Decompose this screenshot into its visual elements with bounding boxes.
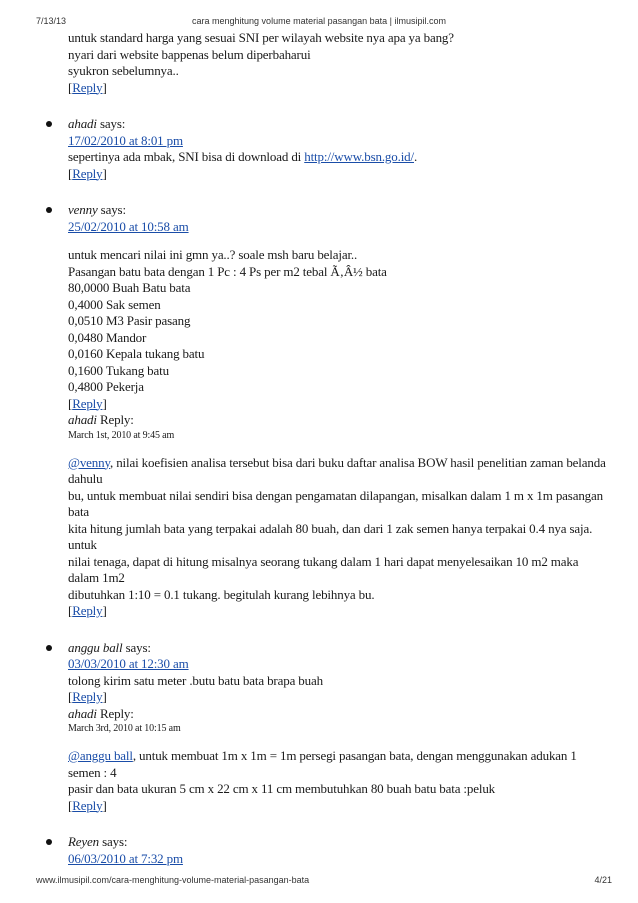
reply-text-line: , nilai koefisien analisa tersebut bisa dari buku daftar analisa BOW hasil penelitian zaman belanda dahulu — [68, 454, 606, 486]
comment-reyen — [68, 834, 608, 867]
comment-author: ahadi — [68, 116, 97, 131]
reply-word: Reply: — [99, 412, 134, 427]
comment-author: venny — [68, 202, 98, 217]
reply-link[interactable]: Reply — [72, 797, 103, 813]
comment-text-line: syukron sebelumnya.. — [68, 63, 179, 78]
reply-word: Reply: — [99, 705, 134, 721]
comment-text-line: untuk standard harga yang sesuai SNI per wilayah website nya apa ya bang? — [68, 30, 454, 45]
print-date: 7/13/13 — [36, 16, 67, 26]
comment-date-link[interactable]: 06/03/2010 at 7:32 pm — [68, 850, 183, 866]
reply-text-line: kita hitung jumlah bata yang terpakai adalah 80 buah, dan dari 1 zak semen hanya terpakai 0.4 nya saja. untuk — [68, 520, 593, 552]
comment-text-line: nyari dari website bappenas belum diperbaharui — [68, 46, 311, 62]
mention-link[interactable]: @venny — [68, 454, 110, 470]
reply-link[interactable]: Reply — [72, 689, 103, 704]
reply-link[interactable]: Reply — [72, 165, 103, 181]
reply-text-line: dibutuhkan 1:10 = 0.1 tukang. begitulah kurang lebihnya bu. — [68, 586, 375, 602]
says-label: says: — [102, 834, 128, 849]
reply-date: March 3rd, 2010 at 10:15 am — [68, 723, 181, 734]
bsn-url-link[interactable]: http://www.bsn.go.id/ — [304, 149, 414, 164]
page-title: cara menghitung volume material pasangan bata | ilmusipil.com — [192, 16, 446, 26]
comment-text: tolong kirim satu meter .butu batu bata brapa buah — [68, 672, 323, 688]
reply-control: [Reply] — [68, 689, 107, 704]
admin-reply-anggu-ball — [68, 706, 608, 815]
reply-control: [Reply] — [68, 603, 107, 618]
page-number: 4/21 — [594, 875, 612, 885]
comment-date-link[interactable]: 03/03/2010 at 12:30 am — [68, 656, 189, 671]
says-label: says: — [100, 202, 126, 217]
comment-date-link[interactable]: 25/02/2010 at 10:58 am — [68, 218, 189, 234]
comment-text-line: 0,1600 Tukang batu — [68, 362, 169, 378]
comment-text-part: . — [414, 149, 418, 164]
reply-date: March 1st, 2010 at 9:45 am — [68, 429, 175, 441]
comment-date-link[interactable]: 17/02/2010 at 8:01 pm — [68, 132, 183, 148]
comment-text-line: 0,0480 Mandor — [68, 329, 147, 345]
comment-venny — [68, 202, 608, 620]
admin-reply-venny — [68, 412, 608, 620]
page-header — [0, 16, 638, 28]
reply-link[interactable]: Reply — [72, 603, 103, 618]
comments-section — [68, 30, 608, 867]
reply-author: ahadi — [68, 412, 97, 427]
comment-text-line: 0,4000 Sak semen — [68, 296, 161, 312]
says-label: says: — [99, 116, 126, 131]
comment-text-part: sepertinya ada mbak, SNI bisa di download di — [68, 149, 305, 164]
reply-control: [Reply] — [68, 797, 107, 813]
reply-text-line: pasir dan bata ukuran 5 cm x 22 cm x 11 cm membutuhkan 80 buah batu bata :peluk — [68, 781, 496, 796]
bullet-icon — [46, 839, 52, 845]
reply-text-line: , untuk membuat 1m x 1m = 1m persegi pasangan bata, dengan menggunakan adukan 1 semen : 4 — [68, 748, 577, 780]
bullet-icon — [46, 207, 52, 213]
comment-text — [68, 247, 608, 396]
comment-anggu-ball — [68, 640, 608, 815]
says-label: says: — [125, 639, 151, 655]
page-footer — [0, 875, 638, 887]
reply-text-line: nilai tenaga, dapat di hitung misalnya seorang tukang dalam 1 hari dapat menyelesaikan 10 m2 maka dalam 1m2 — [68, 553, 579, 585]
reply-text-line: bu, untuk membuat nilai sendiri bisa dengan pengamatan dilapangan, misalkan dalam 1 m x 1m pasangan bata — [68, 487, 603, 519]
comment-text-line: untuk mencari nilai ini gmn ya..? soale msh baru belajar.. — [68, 247, 358, 262]
reply-control: [Reply] — [68, 395, 107, 411]
reply-author: ahadi — [68, 705, 97, 721]
reply-link[interactable]: Reply — [72, 395, 103, 411]
bullet-icon — [46, 645, 52, 651]
comment-text — [68, 149, 608, 166]
comment-text-line: 0,0160 Kepala tukang batu — [68, 346, 205, 361]
comment-ahadi-1 — [68, 116, 608, 182]
comment-author: anggu ball — [68, 639, 123, 655]
mention-link[interactable]: @anggu ball — [68, 748, 133, 763]
footer-url: www.ilmusipil.com/cara-menghitung-volume-material-pasangan-bata — [36, 875, 310, 885]
bullet-icon — [46, 121, 52, 127]
reply-control: [Reply] — [68, 79, 107, 95]
reply-text — [68, 748, 608, 798]
comment-text-line: 80,0000 Buah Batu bata — [68, 280, 191, 295]
reply-control: [Reply] — [68, 165, 107, 181]
comment-text-line: 0,4800 Pekerja — [68, 379, 144, 394]
comment-previous — [68, 30, 608, 96]
comment-text-line: 0,0510 M3 Pasir pasang — [68, 313, 191, 328]
reply-link[interactable]: Reply — [72, 79, 103, 95]
reply-text — [68, 455, 608, 604]
comment-text-line: Pasangan batu bata dengan 1 Pc : 4 Ps per m2 tebal Ã‚Â½ bata — [68, 263, 387, 279]
comment-author: Reyen — [68, 834, 100, 849]
